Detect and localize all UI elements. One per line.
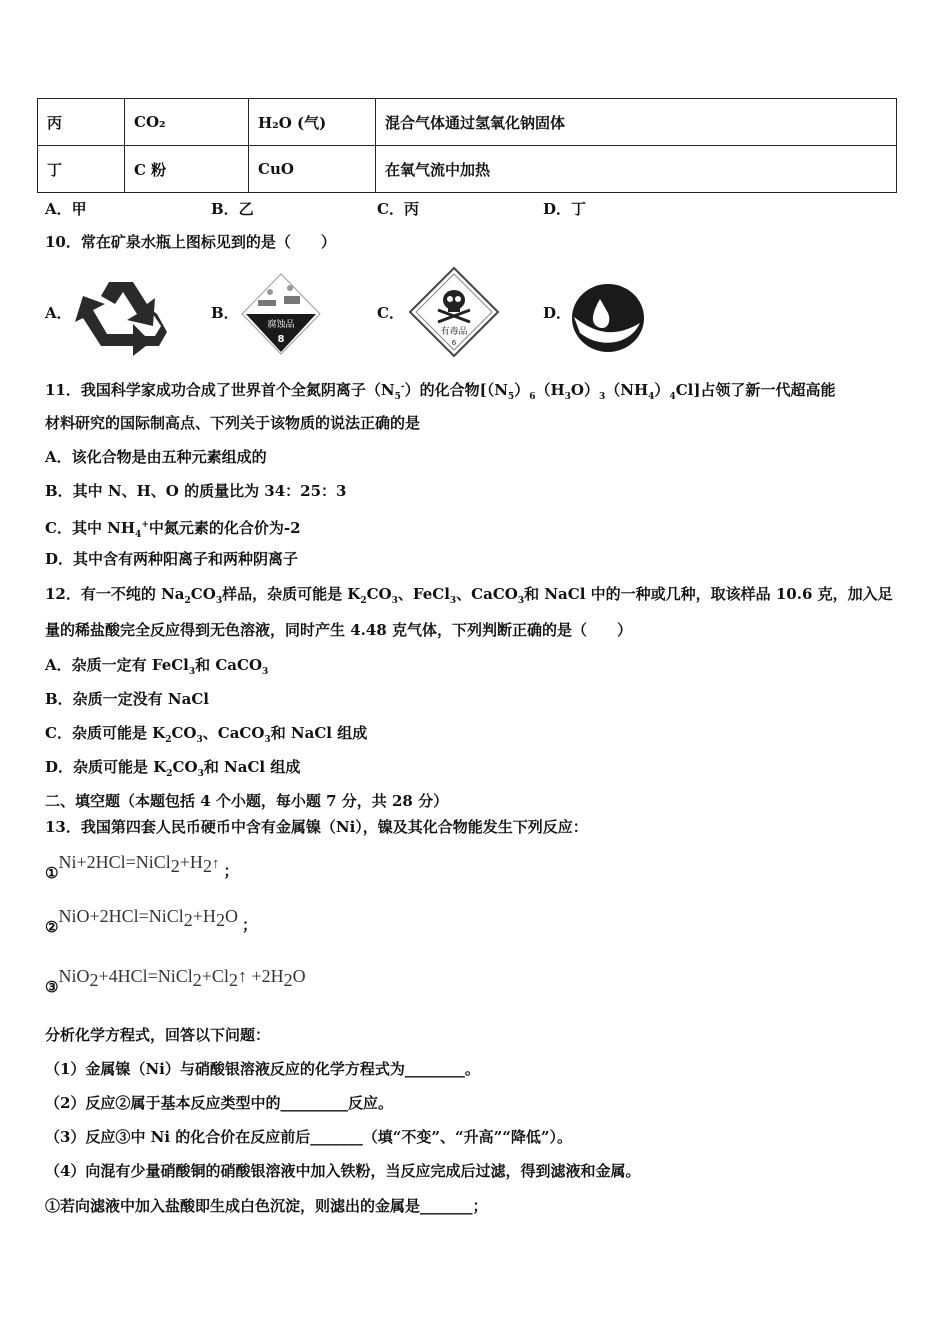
water-saving-icon [570, 283, 646, 353]
table-cell: C 粉 [125, 146, 249, 193]
recycle-icon [75, 274, 167, 356]
table-cell: 丁 [38, 146, 125, 193]
q11-option-d: D．其中含有两种阳离子和两种阴离子 [45, 550, 299, 568]
corrosive-class: 8 [277, 334, 285, 345]
table-row [38, 99, 897, 146]
q12-option-c: C．杂质可能是 $K_2CO_3$、CaCO$_3$和 NaCl 组成 [45, 724, 368, 745]
q9-option-c: C．丙 [377, 200, 419, 218]
table-row [38, 146, 897, 193]
q10-label-a: A． [45, 304, 72, 322]
q11-option-c: C．其中 $NH_4^+$中氮元素的化合价为-2 [45, 519, 301, 540]
q13-part-4: （4）向混有少量硝酸铜的硝酸银溶液中加入铁粉，当反应完成后过滤，得到滤液和金属。 [45, 1162, 641, 1180]
equation-2: $②NiO+2HCl=NiCl_2+H_2O$ ； [45, 906, 257, 936]
toxic-label: 有毒品 [440, 327, 468, 337]
equation-3: $③NiO_2+4HCl=NiCl_2+Cl_2↑ +2H_2O$ [45, 966, 306, 996]
table-cell: 混合气体通过氢氧化钠固体 [376, 99, 897, 146]
table-cell: 在氧气流中加热 [376, 146, 897, 193]
q12-stem-line2: 量的稀盐酸完全反应得到无色溶液，同时产生 4.48 克气体，下列判断正确的是（ ） [45, 621, 632, 639]
q9-option-b: B．乙 [211, 200, 254, 218]
answer-table [37, 98, 897, 193]
q12-option-b: B．杂质一定没有 NaCl [45, 690, 209, 708]
q13-part-4-1: ①若向滤液中加入盐酸即生成白色沉淀，则滤出的金属是_______； [45, 1197, 488, 1215]
corrosive-icon [240, 272, 322, 356]
q10-label-d: D． [543, 304, 572, 322]
equation-1: $①Ni+2HCl=NiCl_2+H_2↑$ ； [45, 852, 239, 882]
section-heading: 二、填空题（本题包括 4 个小题，每小题 7 分，共 28 分） [45, 792, 449, 810]
analysis-prompt: 分析化学方程式，回答以下问题： [45, 1026, 271, 1044]
q12-option-d: D．杂质可能是 $K_2CO_3$和 NaCl 组成 [45, 758, 301, 779]
table-cell: 丙 [38, 99, 125, 146]
q13-part-3: （3）反应③中 Ni 的化合价在反应前后_______（填“不变”、“升高”“降低”）。 [45, 1128, 573, 1146]
corrosive-label: 腐蚀品 [267, 320, 295, 330]
table-cell: H₂O (气) [249, 99, 376, 146]
q10-label-b: B． [211, 304, 239, 322]
q11-stem: 11．我国科学家成功合成了世界首个全氮阴离子$(N_5^-)$的化合物$[(N_5)_6(H_3O)_3(NH_4)_4Cl]$占领了新一代超高能 [45, 381, 836, 402]
q13-part-1: （1）金属镍（Ni）与硝酸银溶液反应的化学方程式为________。 [45, 1060, 480, 1078]
q12-option-a: A．杂质一定有 FeCl$_3$和 CaCO$_3$ [45, 656, 269, 677]
table-cell: CO₂ [125, 99, 249, 146]
q11-option-a: A．该化合物是由五种元素组成的 [45, 448, 267, 466]
toxic-icon [408, 266, 500, 358]
table-cell: CuO [249, 146, 376, 193]
q10-stem: 10．常在矿泉水瓶上图标见到的是（ ） [45, 233, 336, 251]
q13-stem: 13．我国第四套人民币硬币中含有金属镍（Ni），镍及其化合物能发生下列反应： [45, 818, 588, 836]
q10-label-c: C． [377, 304, 404, 322]
q12-stem: 12．有一不纯的 $Na_2CO_3$样品，杂质可能是 $K_2CO_3$、FeCl$_3$、CaCO$_3$和 NaCl 中的一种或几种，取该样品 10.6 克，加入足 [45, 585, 893, 606]
q11-option-b: B．其中 N、H、O 的质量比为 34：25：3 [45, 482, 347, 500]
q11-stem-line2: 材料研究的国际制高点、下列关于该物质的说法正确的是 [45, 414, 421, 432]
q13-part-2: （2）反应②属于基本反应类型中的_________反应。 [45, 1094, 393, 1112]
toxic-class: 6 [451, 339, 457, 347]
q9-option-d: D．丁 [543, 200, 587, 218]
q9-option-a: A．甲 [45, 200, 87, 218]
